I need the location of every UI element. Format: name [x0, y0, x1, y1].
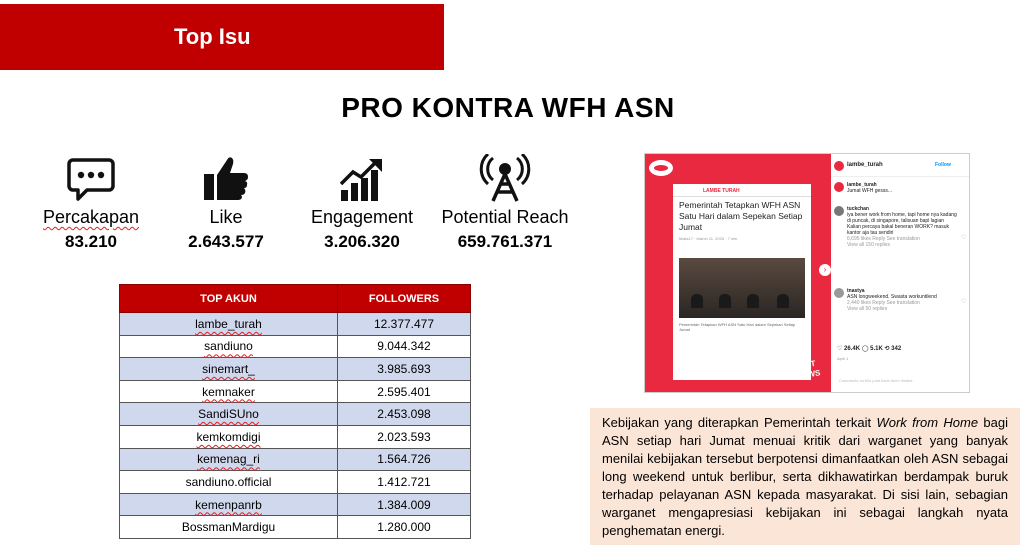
- view-replies-link[interactable]: View all 50 replies: [847, 306, 888, 312]
- news-brand: LAMBE TURAH: [703, 188, 740, 194]
- caption-username: lambe_turah: [847, 182, 877, 188]
- account-cell: sandiuno: [120, 335, 338, 358]
- summary-text-italic: Work from Home: [876, 415, 979, 430]
- header-bar: [0, 4, 444, 70]
- avatar: [834, 288, 844, 298]
- thumbs-up-icon: [151, 150, 301, 202]
- comment-username: tuckchan: [847, 206, 869, 212]
- followers-cell: 2.595.401: [338, 380, 471, 403]
- followers-cell: 12.377.477: [338, 313, 471, 336]
- news-author: Maks17 · March 11, 2025 · 7 min: [679, 236, 738, 241]
- comment-meta: 6,695 likes Reply See translation: [847, 236, 920, 242]
- news-headline: Pemerintah Tetapkan WFH ASN Satu Hari dalam Sepekan Setiap Jumat: [679, 200, 803, 232]
- news-card: [673, 184, 811, 380]
- comment-text: ASN longweekend. Swasta workuntilend: [847, 294, 937, 300]
- comments-limited-note: Comments on this post have been limited.: [839, 378, 914, 383]
- divider: [673, 196, 811, 197]
- account-cell: sandiuno.official: [120, 471, 338, 494]
- hot-news-badge: HOT NEWS: [795, 358, 821, 381]
- caption-text: Jumat WFH gesss...: [847, 188, 893, 194]
- summary-text-start: Kebijakan yang diterapkan Pemerintah terkait: [602, 415, 877, 430]
- avatar: [834, 206, 844, 216]
- metric-label: Engagement: [310, 207, 414, 227]
- metric-like: [151, 150, 301, 252]
- metric-label: Like: [209, 207, 243, 227]
- follow-button[interactable]: Follow: [935, 162, 951, 168]
- heart-icon[interactable]: ♡: [961, 299, 967, 305]
- metric-value: 3.206.320: [324, 232, 400, 251]
- metric-engagement: [287, 150, 437, 252]
- post-comments-panel: [831, 154, 970, 393]
- news-photo-caption: Pemerintah Tetapkan WFH ASN Satu Hari dalam Sepekan Setiap Jumat: [679, 322, 796, 332]
- avatar: [834, 161, 844, 171]
- comment-text: iya bener work from home, tapi home nya kadang di puncak, di singapore, talisuan bapi lagian Kalian percaya bakal beneran WORK? masuk kantor aja tau sendiri: [847, 212, 957, 236]
- post-caption: [847, 182, 959, 194]
- followers-cell: 1.564.726: [338, 448, 471, 471]
- followers-cell: 9.044.342: [338, 335, 471, 358]
- column-header-followers: FOLLOWERS: [338, 285, 471, 313]
- table-row: [120, 471, 471, 494]
- followers-cell: 2.023.593: [338, 425, 471, 448]
- metric-potential-reach: [430, 150, 580, 252]
- account-cell: kemnaker: [120, 380, 338, 403]
- account-cell: kemkomdigi: [120, 425, 338, 448]
- metric-label: Percakapan: [42, 207, 140, 227]
- account-cell: SandiSUno: [120, 403, 338, 426]
- table-row: [120, 380, 471, 403]
- metric-value: 659.761.371: [457, 232, 553, 251]
- followers-cell: 1.280.000: [338, 516, 471, 539]
- table-row: [120, 425, 471, 448]
- account-cell: kemenpanrb: [120, 493, 338, 516]
- table-row: [120, 493, 471, 516]
- post-username[interactable]: lambe_turah: [847, 162, 883, 168]
- summary-text-end: bagi ASN setiap hari Jumat menuai kritik dari warganet yang banyak menilai kebijakan tersebut berpotensi dimanfaatkan oleh ASN sebagai long weekend untuk berlibur, serta dikhawatirkan berdampak buruk terhadap pelayanan ASN kepada masyarakat. Di sisi lain, sebagian warganet mengapresiasi kebijakan ini sebagai langkah nyata penghematan energi.: [602, 415, 1008, 538]
- view-replies-link[interactable]: View all 150 replies: [847, 242, 890, 248]
- news-photo: [679, 258, 805, 318]
- comment: [847, 288, 959, 312]
- lips-logo-icon: [649, 160, 673, 176]
- table-header-row: [120, 285, 471, 313]
- chat-bubble-icon: [16, 150, 166, 202]
- top-accounts-table: [119, 284, 471, 539]
- table-row: [120, 403, 471, 426]
- summary-text: [602, 414, 1008, 540]
- account-cell: BossmanMardigu: [120, 516, 338, 539]
- table-row: [120, 516, 471, 539]
- comment: [847, 206, 959, 248]
- comment-meta: 2,440 likes Reply See translation: [847, 300, 920, 306]
- account-cell: lambe_turah: [120, 313, 338, 336]
- comment-username: tnastya: [847, 288, 865, 294]
- main-title: PRO KONTRA WFH ASN: [341, 92, 675, 123]
- header-title: Top Isu: [174, 24, 251, 49]
- account-cell: sinemart_: [120, 358, 338, 381]
- growth-chart-icon: [287, 150, 437, 202]
- metric-value: 83.210: [65, 232, 117, 251]
- heart-icon[interactable]: ♡: [961, 235, 967, 241]
- table-row: [120, 358, 471, 381]
- next-arrow-icon[interactable]: ›: [819, 264, 831, 276]
- post-date: April 1: [837, 356, 849, 361]
- metric-percakapan: [16, 150, 166, 252]
- table-row: [120, 335, 471, 358]
- broadcast-tower-icon: [430, 150, 580, 202]
- metric-label: Potential Reach: [441, 207, 569, 227]
- followers-cell: 1.384.009: [338, 493, 471, 516]
- table-row: [120, 448, 471, 471]
- post-image: [645, 154, 831, 393]
- followers-cell: 1.412.721: [338, 471, 471, 494]
- post-stats: ♡ 26.4K ◯ 5.1K ⟲ 342: [837, 346, 902, 352]
- divider: [831, 176, 970, 177]
- column-header-top-akun: TOP AKUN: [120, 285, 338, 313]
- metric-value: 2.643.577: [188, 232, 264, 251]
- table-row: [120, 313, 471, 336]
- avatar: [834, 182, 844, 192]
- followers-cell: 2.453.098: [338, 403, 471, 426]
- account-cell: kemenag_ri: [120, 448, 338, 471]
- followers-cell: 3.985.693: [338, 358, 471, 381]
- summary-box: [590, 408, 1020, 545]
- instagram-post-screenshot: [644, 153, 970, 393]
